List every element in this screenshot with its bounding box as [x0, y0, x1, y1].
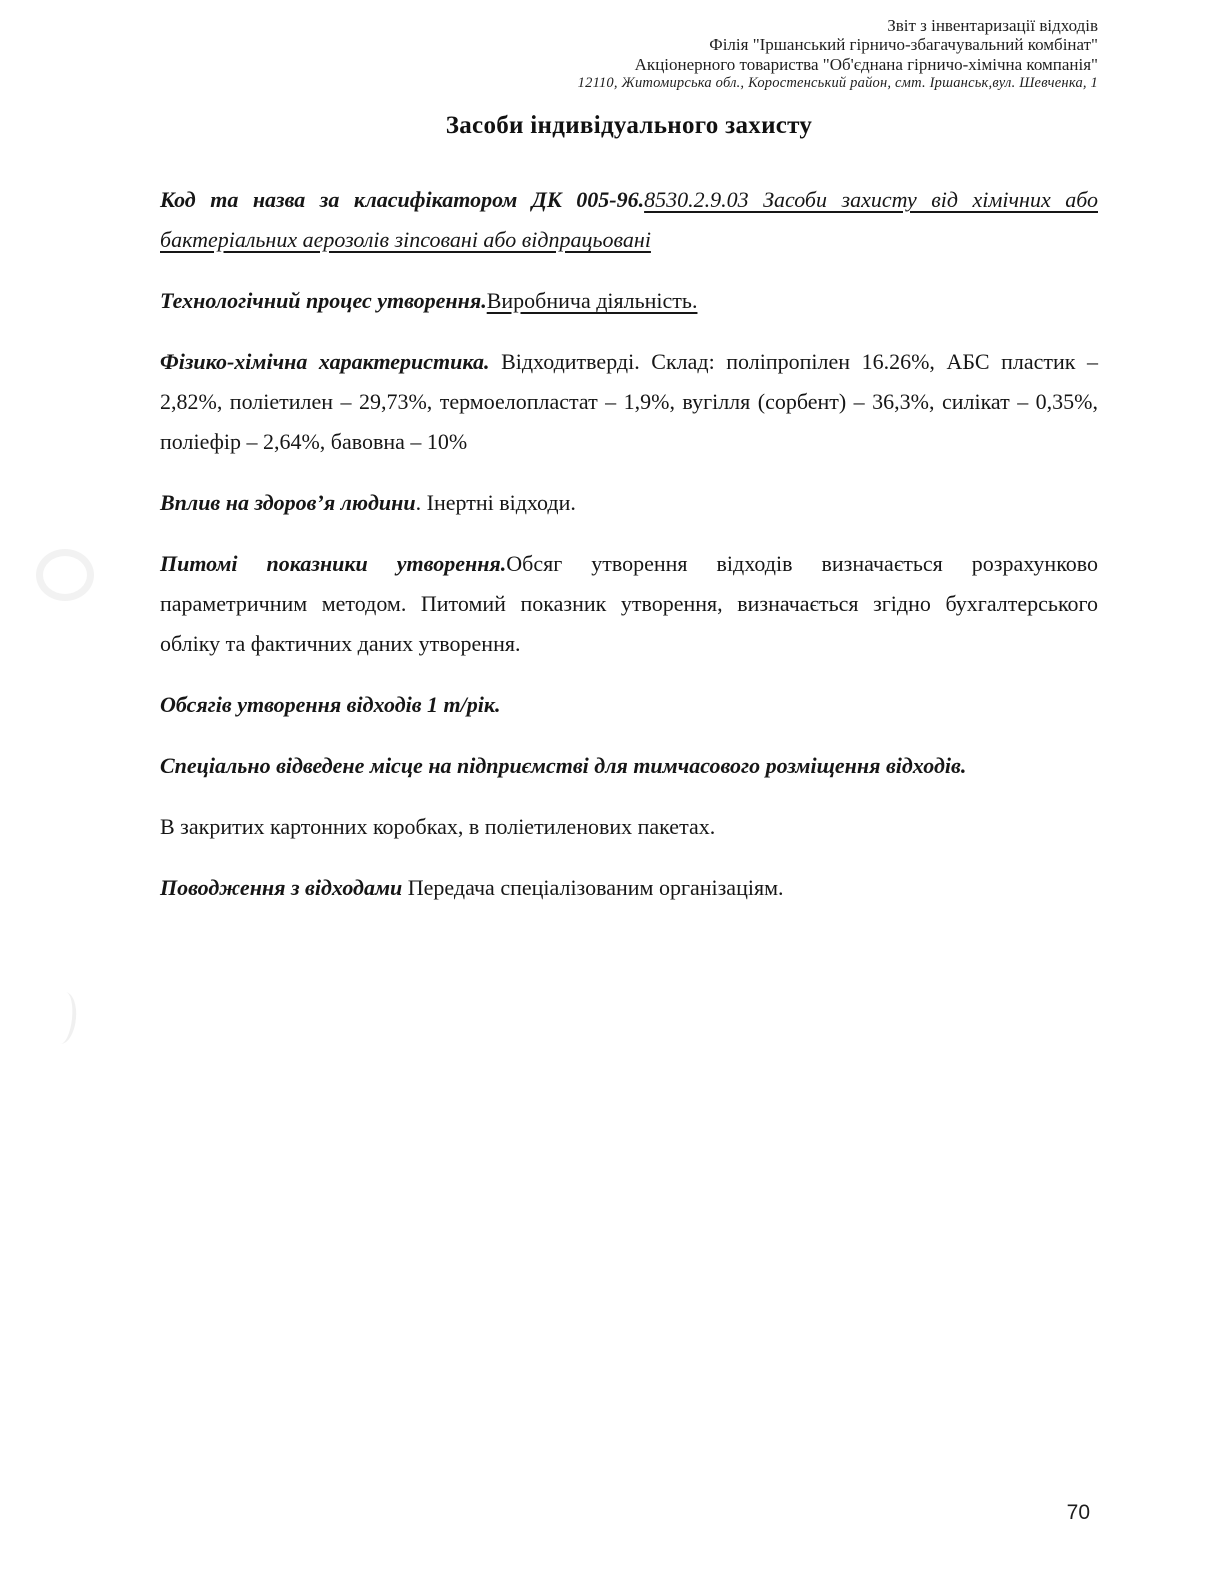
- header-address: 12110, Житомирська обл., Коростенський район, смт. Іршанськ,вул. Шевченка, 1: [577, 75, 1098, 92]
- waste-code-label: Код та назва за класифікатором ДК 005-96.: [160, 187, 645, 212]
- paragraph-generation-volume: [160, 685, 1098, 725]
- specific-indicators-value: Обсяг утворення відходів визначається розрахунково параметричним методом. Питомий показник утворення, визначається згідно бухгалтерського обліку та фактичних даних утворення.: [160, 551, 1098, 656]
- paragraph-storage-detail: [160, 807, 1098, 847]
- document-header: [0, 16, 1098, 94]
- scan-artifact-arc: [47, 991, 78, 1045]
- handling-value: Передача спеціалізованим організаціям.: [402, 875, 784, 900]
- page-number: 70: [1066, 1501, 1090, 1524]
- header-branch-name: Філія "Іршанський гірничо-збагачувальний комбінат": [709, 35, 1098, 55]
- paragraph-specific-indicators: [160, 544, 1098, 664]
- paragraph-handling: [160, 868, 1098, 908]
- scan-artifact-ring: [36, 549, 94, 601]
- page-title: Засоби індивідуального захисту: [445, 112, 813, 139]
- storage-place-label: Спеціально відведене місце на підприємстві для тимчасового розміщення відходів.: [160, 753, 967, 778]
- paragraph-health-impact: [160, 483, 1098, 523]
- process-label: Технологічний процес утворення.: [160, 288, 487, 313]
- header-company-name: Акціонерного товариства "Об'єднана гірничо-хімічна компанія": [634, 54, 1098, 74]
- document-body: [160, 108, 1098, 929]
- handling-label: Поводження з відходами: [160, 875, 403, 900]
- storage-detail-text: В закритих картонних коробках, в поліетиленових пакетах.: [160, 814, 716, 839]
- paragraph-physchem: [160, 342, 1098, 462]
- process-value: Виробнича діяльність.: [486, 288, 698, 313]
- physchem-value: Відходитверді. Склад: поліпропілен 16.26%, АБС пластик – 2,82%, поліетилен – 29,73%, термоелопластат – 1,9%, вугілля (сорбент) – 36,3%, силікат – 0,35%, поліефір – 2,64%, бавовна – 10%: [160, 349, 1098, 454]
- specific-indicators-label: Питомі показники утворення.: [160, 551, 507, 576]
- paragraph-process: [160, 281, 1098, 321]
- health-impact-value: . Інертні відходи.: [415, 490, 576, 515]
- paragraph-storage-place: [160, 746, 1098, 786]
- physchem-label: Фізико-хімічна характеристика.: [160, 349, 490, 374]
- health-impact-label: Вплив на здоров’я людини: [160, 490, 416, 515]
- generation-volume-text: Обсягів утворення відходів 1 т/рік.: [160, 692, 501, 717]
- paragraph-waste-code: [160, 180, 1098, 260]
- waste-code-value: 8530.2.9.03 Засоби захисту від хімічних або бактеріальних аерозолів зіпсовані або відпрацьовані: [160, 187, 1098, 252]
- header-report-title: Звіт з інвентаризації відходів: [887, 16, 1098, 35]
